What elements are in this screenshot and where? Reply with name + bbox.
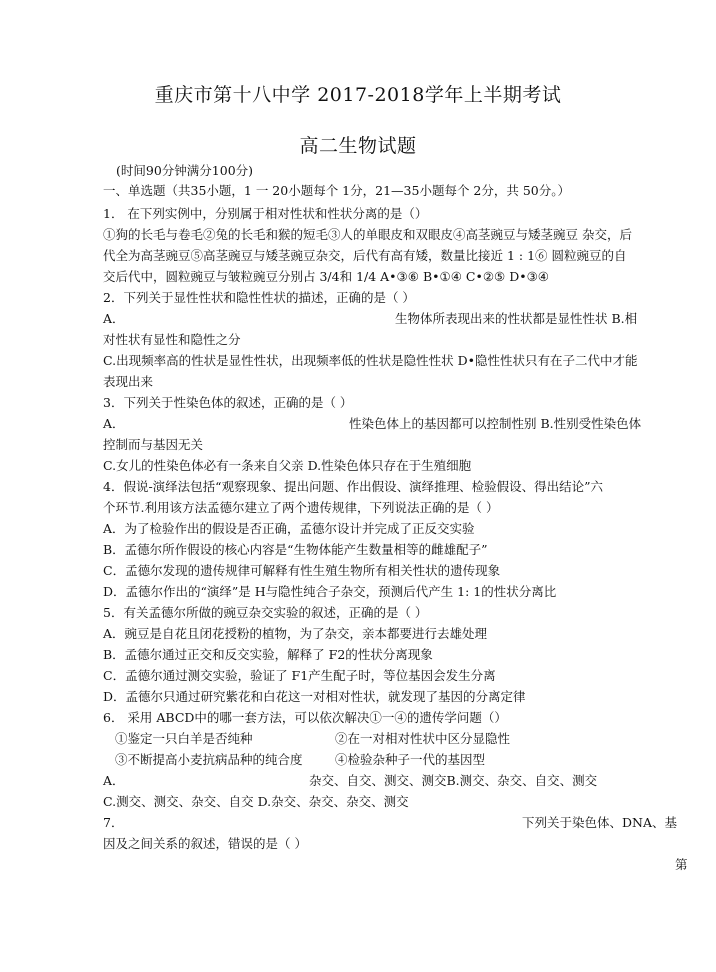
question-3-option-b-cont: 控制而与基因无关 — [103, 437, 204, 452]
question-4-option-a: A．为了检验作出的假设是否正确，孟德尔设计并完成了正反交实验 — [103, 521, 475, 536]
question-7-number: 7． — [103, 815, 124, 830]
question-4-option-d: D．孟德尔作出的“演绎”是 H与隐性纯合子杂交，预测后代产生 1: 1的性状分离比 — [103, 584, 557, 599]
question-5-option-b: B．孟德尔通过正交和反交实验，解释了 F2的性状分离现象 — [103, 647, 433, 662]
question-5-stem: 5．有关孟德尔所做的豌豆杂交实验的叙述，正确的是（ ） — [103, 605, 428, 620]
question-6-options-ab: 杂交、自交、测交、测交B.测交、杂交、自交、测交 — [309, 773, 598, 788]
question-6-option-a-letter: A． — [103, 773, 125, 788]
question-1-stem: 1． 在下列实例中，分别属于相对性状和性状分离的是（） — [103, 206, 428, 221]
question-6-stem: 6． 采用 ABCD中的哪一套方法，可以依次解决①一④的遗传学问题（） — [103, 710, 507, 725]
page-footer-fragment: 第 — [675, 857, 688, 872]
question-3-stem: 3．下列关于性染色体的叙述，正确的是（ ） — [103, 395, 353, 410]
question-6-item-3: ③不断提高小麦抗病品种的纯合度 — [115, 752, 303, 767]
question-4-stem: 4．假说-演绎法包括“观察现象、提出问题、作出假设、演绎推理、检验假设、得出结论”六 — [103, 479, 603, 494]
question-4-stem: 个环节.利用该方法孟德尔建立了两个遗传规律，下列说法正确的是（ ） — [103, 500, 499, 515]
question-1-line: ①狗的长毛与卷毛②兔的长毛和猴的短毛③人的单眼皮和双眼皮④高茎豌豆与矮茎豌豆 杂交，后 — [103, 227, 632, 242]
question-1-options: 交后代中，圆粒豌豆与皱粒豌豆分别占 3/4和 1/4 A•③⑥ B•①④ C•②⑤ D•③④ — [103, 269, 550, 284]
question-6-item-2: ②在一对相对性状中区分显隐性 — [335, 731, 511, 746]
question-5-option-a: A．豌豆是自花且闭花授粉的植物，为了杂交，亲本都要进行去雄处理 — [103, 626, 488, 641]
question-2-options-cd: C.出现频率高的性状是显性性状，出现频率低的性状是隐性性状 D•隐性性状只有在子二代中才能 — [103, 353, 638, 368]
question-3-options-cd: C.女儿的性染色体必有一条来自父亲 D.性染色体只存在于生殖细胞 — [103, 458, 472, 473]
question-6-item-1: ①鉴定一只白羊是否纯种 — [115, 731, 253, 746]
time-note: (时间90分钟满分100分) — [116, 163, 254, 178]
subject-title: 高二生物试题 — [299, 135, 417, 157]
question-3-option-a-letter: A． — [103, 416, 125, 431]
question-2-option-a-letter: A． — [103, 311, 125, 326]
question-5-option-c: C．孟德尔通过测交实验，验证了 F1产生配子时，等位基因会发生分离 — [103, 668, 496, 683]
question-4-option-b: B．孟德尔所作假设的核心内容是“生物体能产生数量相等的雌雄配子” — [103, 542, 488, 557]
question-3-option-a: 性染色体上的基因都可以控制性别 B.性别受性染色体 — [349, 416, 642, 431]
section-heading: 一、单选题（共35小题，1 一 20小题每个 1分，21—35小题每个 2分，共 50分。） — [103, 183, 571, 198]
question-6-item-4: ④检验杂种子一代的基因型 — [335, 752, 486, 767]
question-7-stem-cont: 因及之间关系的叙述，错误的是（ ） — [103, 836, 307, 851]
question-2-option-b-cont: 对性状有显性和隐性之分 — [103, 332, 241, 347]
question-7-stem: 下列关于染色体、DNA、基 — [522, 815, 677, 830]
question-2-stem: 2．下列关于显性性状和隐性性状的描述，正确的是（ ） — [103, 290, 415, 305]
question-4-option-c: C．孟德尔发现的遗传规律可解释有性生殖生物所有相关性状的遗传现象 — [103, 563, 501, 578]
question-2-option-a: 生物体所表现出来的性状都是显性性状 B.相 — [395, 311, 638, 326]
exam-title: 重庆市第十八中学 2017-2018学年上半期考试 — [154, 84, 562, 106]
question-1-line: 代全为高茎豌豆⑤高茎豌豆与矮茎豌豆杂交，后代有高有矮，数量比接近 1 : 1⑥ 圆粒豌豆的自 — [103, 248, 627, 263]
question-2-option-d-cont: 表现出来 — [103, 374, 154, 389]
question-5-option-d: D．孟德尔只通过研究紫花和白花这一对相对性状，就发现了基因的分离定律 — [103, 689, 526, 704]
question-6-options-cd: C.测交、测交、杂交、自交 D.杂交、杂交、杂交、测交 — [103, 794, 409, 809]
